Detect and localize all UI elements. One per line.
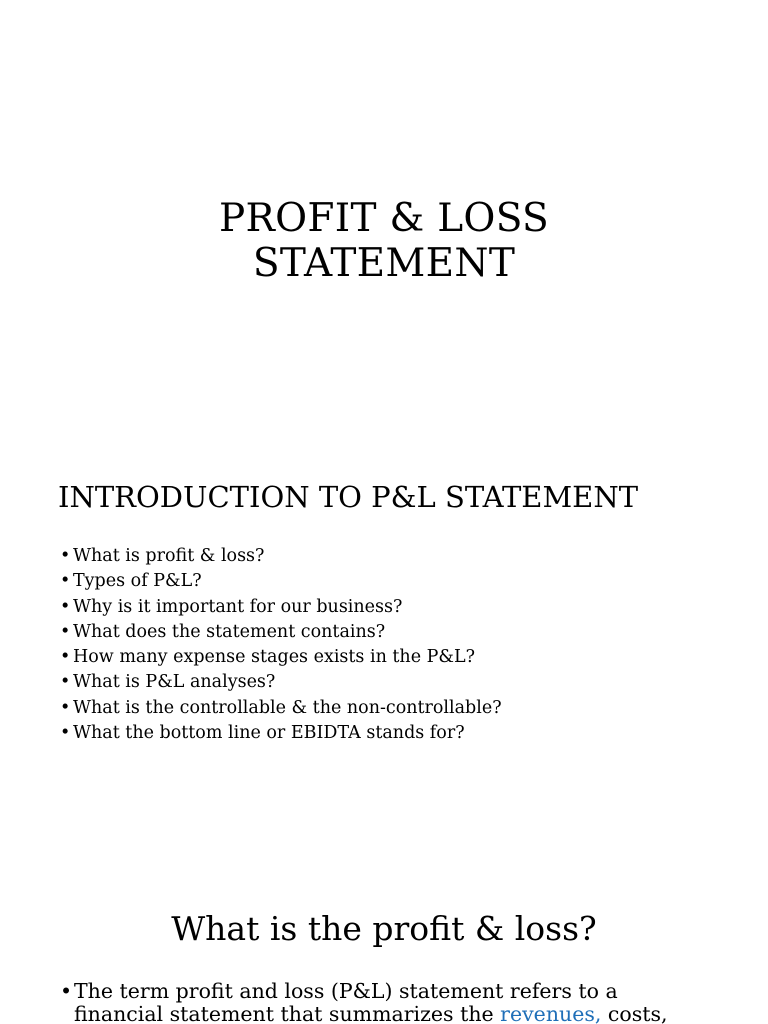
slide-title-line-1: PROFIT & LOSS — [218, 196, 550, 241]
definition-item — [60, 980, 740, 1024]
agenda-item: • What does the statement contains? — [60, 620, 502, 645]
agenda-item: • Types of P&L? — [60, 569, 502, 594]
agenda-item: • How many expense stages exists in the P&L? — [60, 645, 502, 670]
definition-line-2 — [74, 1003, 740, 1024]
definition-list — [60, 980, 740, 1024]
definition-text: costs, — [601, 1002, 668, 1024]
agenda-item: • What is P&L analyses? — [60, 670, 502, 695]
agenda-item: • Why is it important for our business? — [60, 595, 502, 620]
section-heading: What is the profit & loss? — [171, 909, 597, 948]
agenda-list — [60, 544, 502, 746]
agenda-item: • What the bottom line or EBIDTA stands for? — [60, 721, 502, 746]
definition-text: financial statement that summarizes the — [74, 1002, 501, 1024]
agenda-item: • What is the controllable & the non-controllable? — [60, 696, 502, 721]
agenda-item: • What is profit & loss? — [60, 544, 502, 569]
slide-title-line-2: STATEMENT — [252, 241, 516, 286]
definition-line-1: • The term profit and loss (P&L) statement refers to a — [74, 979, 618, 1003]
revenues-link[interactable]: revenues, — [500, 1002, 602, 1024]
slide-title — [0, 196, 768, 286]
intro-heading: INTRODUCTION TO P&L STATEMENT — [58, 480, 639, 514]
